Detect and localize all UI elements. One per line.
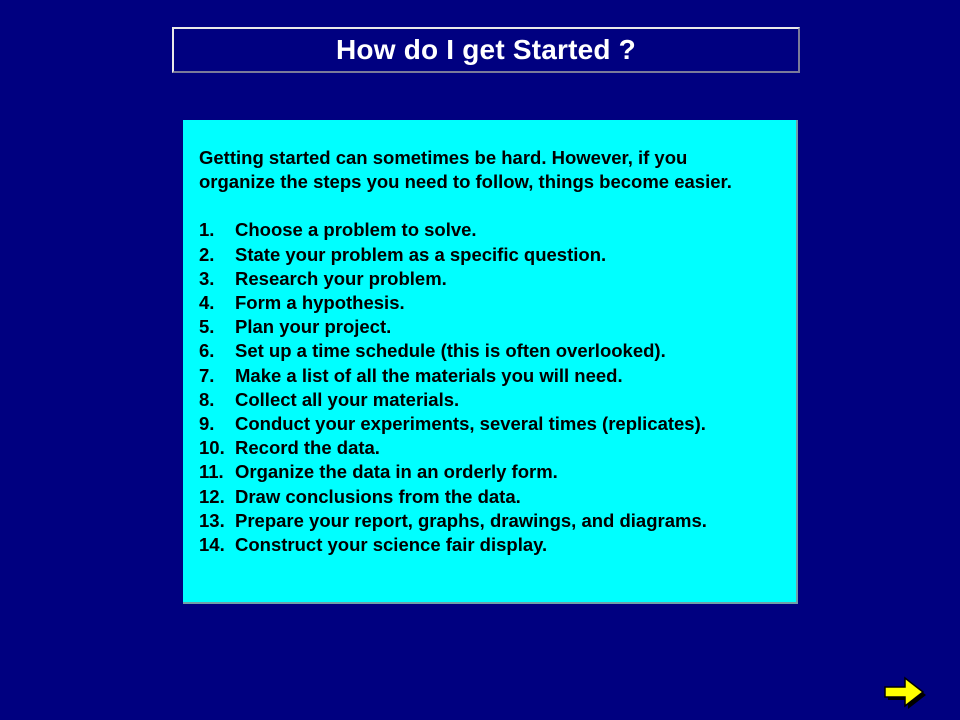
arrow-right-icon [884,676,930,712]
list-item [199,485,780,509]
next-button[interactable] [884,676,930,712]
step-text: Make a list of all the materials you will need. [235,364,623,386]
list-item [199,218,780,242]
list-item [199,460,780,484]
steps-list [199,218,780,557]
step-number: 3. [199,267,215,289]
list-item [199,267,780,291]
step-text: Construct your science fair display. [235,534,548,556]
list-item [199,509,780,533]
step-number: 13. [199,509,225,531]
list-item [199,436,780,460]
intro-paragraph: Getting started can sometimes be hard. However, if you organize the steps you need to follow, things become easier. [199,147,732,193]
step-text: Record the data. [235,437,380,459]
step-text: State your problem as a specific question. [235,243,607,265]
step-number: 7. [199,364,215,386]
step-text: Collect all your materials. [235,388,460,410]
list-item [199,339,780,363]
list-item [199,364,780,388]
step-number: 1. [199,219,215,241]
step-number: 12. [199,485,225,507]
step-number: 10. [199,437,225,459]
step-number: 5. [199,316,215,338]
step-number: 4. [199,292,215,314]
title-box [172,27,800,73]
list-item [199,533,780,557]
step-text: Plan your project. [235,316,392,338]
list-item [199,243,780,267]
list-item [199,291,780,315]
step-number: 2. [199,243,215,265]
list-item [199,315,780,339]
step-text: Organize the data in an orderly form. [235,461,558,483]
step-text: Research your problem. [235,267,447,289]
list-item [199,412,780,436]
list-item [199,388,780,412]
step-number: 9. [199,413,215,435]
step-text: Choose a problem to solve. [235,219,477,241]
step-text: Set up a time schedule (this is often overlooked). [235,340,666,362]
step-number: 14. [199,534,225,556]
step-text: Draw conclusions from the data. [235,485,521,507]
page-title: How do I get Started ? [336,34,636,65]
step-number: 6. [199,340,215,362]
step-text: Form a hypothesis. [235,292,405,314]
step-text: Conduct your experiments, several times (replicates). [235,413,706,435]
step-text: Prepare your report, graphs, drawings, and diagrams. [235,509,707,531]
content-panel [183,120,798,604]
step-number: 11. [199,461,224,483]
step-number: 8. [199,388,215,410]
